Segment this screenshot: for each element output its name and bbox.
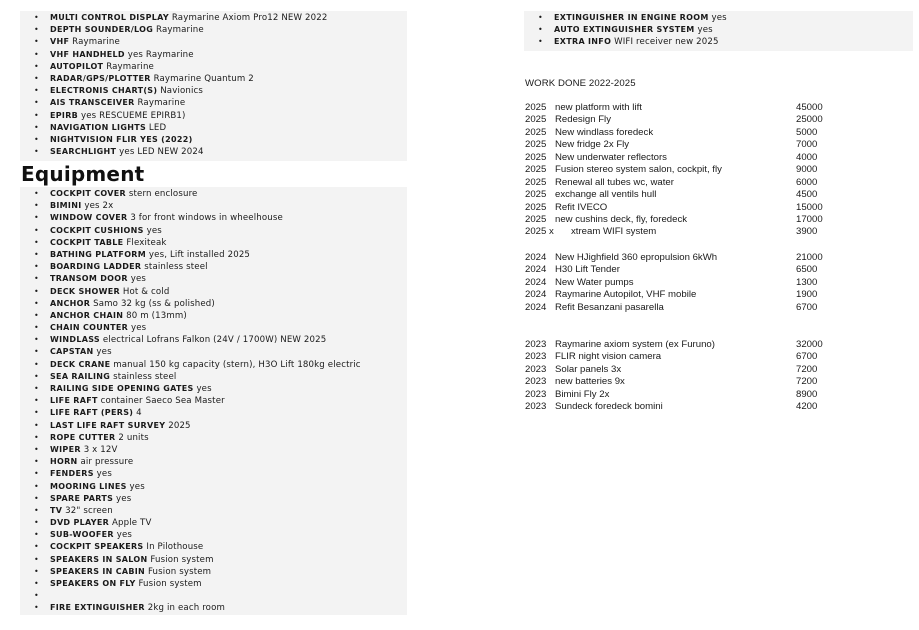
electronics-panel bbox=[20, 11, 407, 161]
item-value: 2 units bbox=[118, 432, 149, 443]
equipment-list bbox=[20, 188, 407, 615]
item-value: Navionics bbox=[160, 86, 204, 97]
work-description: Sundeck foredeck bomini bbox=[555, 401, 663, 413]
item-value: LED bbox=[148, 122, 167, 133]
work-year: 2025 bbox=[525, 189, 547, 201]
work-price: 1900 bbox=[796, 289, 818, 301]
item-value: yes bbox=[711, 13, 727, 23]
work-year: 2024 bbox=[525, 252, 547, 263]
item-label: NAVIGATION LIGHTS bbox=[50, 122, 147, 132]
work-price: 21000 bbox=[796, 252, 823, 263]
item-value: stern enclosure bbox=[128, 189, 198, 199]
work-year: 2025 bbox=[525, 102, 547, 113]
safety-list bbox=[524, 12, 913, 49]
work-price: 17000 bbox=[796, 213, 823, 225]
item-label: DEPTH SOUNDER/LOG bbox=[50, 25, 154, 35]
item-value: yes RESCUEME EPIRB1) bbox=[80, 110, 186, 121]
work-description: New underwater reflectors bbox=[555, 151, 667, 163]
item-value: Raymarine Axiom Pro12 NEW 2022 bbox=[171, 13, 328, 23]
work-row bbox=[525, 252, 905, 264]
item-label: CHAIN COUNTER bbox=[50, 323, 129, 333]
list-item bbox=[20, 371, 407, 383]
work-year: 2025 bbox=[525, 139, 547, 151]
item-label: AUTOPILOT bbox=[50, 61, 104, 71]
item-value: yes LED NEW 2024 bbox=[119, 147, 204, 158]
item-label: WINDLASS bbox=[50, 335, 100, 345]
work-price: 15000 bbox=[796, 201, 823, 213]
work-price: 5000 bbox=[796, 126, 818, 138]
work-row bbox=[525, 277, 905, 289]
list-item bbox=[20, 200, 407, 212]
work-year: 2024 bbox=[525, 276, 547, 288]
work-row bbox=[525, 302, 905, 314]
item-value: yes bbox=[697, 25, 713, 36]
work-year: 2024 bbox=[525, 264, 547, 276]
work-row bbox=[525, 264, 905, 276]
list-item bbox=[20, 554, 407, 566]
item-label: ANCHOR bbox=[50, 298, 91, 308]
work-description: FLIR night vision camera bbox=[555, 351, 662, 363]
work-price: 8900 bbox=[796, 388, 818, 400]
list-item bbox=[20, 407, 407, 419]
work-year: 2023 bbox=[525, 401, 547, 413]
item-value: Raymarine bbox=[137, 98, 186, 109]
item-label: SPEAKERS IN CABIN bbox=[50, 566, 146, 576]
work-description: Refit Besanzani pasarella bbox=[555, 301, 664, 313]
work-year: 2023 bbox=[525, 388, 547, 400]
work-year: 2025 bbox=[525, 114, 547, 126]
work-price: 6700 bbox=[796, 351, 818, 363]
item-label: LIFE RAFT bbox=[50, 396, 98, 406]
item-label: VHF HANDHELD bbox=[50, 49, 125, 59]
item-label: EPIRB bbox=[50, 110, 79, 120]
item-label: NIGHTVISION FLIR YES (2022) bbox=[50, 134, 193, 144]
list-item bbox=[20, 529, 407, 541]
work-price: 1300 bbox=[796, 276, 818, 288]
work-description: new cushins deck, fly, foredeck bbox=[555, 213, 688, 225]
item-value: container Saeco Sea Master bbox=[100, 396, 225, 407]
list-item bbox=[20, 566, 407, 578]
work-row bbox=[525, 164, 905, 176]
item-label: DECK CRANE bbox=[50, 359, 111, 369]
work-year: 2023 bbox=[525, 363, 547, 375]
work-price: 6500 bbox=[796, 264, 818, 276]
work-price: 4200 bbox=[796, 401, 818, 413]
work-row bbox=[525, 139, 905, 151]
list-item bbox=[20, 24, 407, 36]
list-item bbox=[20, 359, 407, 371]
item-value: Fusion system bbox=[150, 554, 214, 565]
work-done-2025-list bbox=[525, 102, 905, 239]
work-price: 32000 bbox=[796, 339, 823, 350]
item-label: DECK SHOWER bbox=[50, 286, 120, 296]
work-year: 2023 bbox=[525, 376, 547, 388]
list-item bbox=[20, 505, 407, 517]
work-year: 2025 bbox=[525, 126, 547, 138]
item-value: air pressure bbox=[80, 457, 134, 468]
item-value: yes bbox=[129, 481, 145, 492]
item-label: BATHING PLATFORM bbox=[50, 249, 147, 259]
item-label: MULTI CONTROL DISPLAY bbox=[50, 13, 169, 22]
list-item bbox=[20, 322, 407, 334]
list-item bbox=[20, 541, 407, 553]
item-value: stainless steel bbox=[113, 371, 177, 382]
list-item bbox=[20, 122, 407, 134]
work-done-2024-list bbox=[525, 252, 905, 314]
work-description: new platform with lift bbox=[555, 102, 642, 113]
item-value: Fusion system bbox=[147, 566, 212, 577]
work-description: New HJighfield 360 epropulsion 6kWh bbox=[555, 252, 718, 263]
work-row bbox=[525, 202, 905, 214]
item-label: BIMINI bbox=[50, 201, 82, 211]
list-item bbox=[20, 395, 407, 407]
list-item bbox=[20, 249, 407, 261]
item-value: Raymarine Quantum 2 bbox=[153, 73, 254, 84]
work-price: 4500 bbox=[796, 189, 818, 201]
item-value: 32" screen bbox=[65, 505, 113, 516]
list-item bbox=[524, 12, 913, 24]
work-row bbox=[525, 152, 905, 164]
list-item bbox=[20, 261, 407, 273]
list-item bbox=[20, 590, 407, 602]
list-item bbox=[20, 73, 407, 85]
equipment-panel bbox=[20, 187, 407, 615]
list-item bbox=[20, 346, 407, 358]
item-label: WIPER bbox=[50, 444, 81, 454]
list-item bbox=[20, 12, 407, 24]
list-item bbox=[20, 188, 407, 200]
work-price: 45000 bbox=[796, 102, 823, 113]
item-label: RADAR/GPS/PLOTTER bbox=[50, 73, 151, 83]
work-year: 2025 bbox=[525, 151, 547, 163]
work-description: Fusion stereo system salon, cockpit, fly bbox=[555, 164, 722, 176]
list-item bbox=[20, 493, 407, 505]
work-price: 6700 bbox=[796, 301, 818, 313]
work-price: 6000 bbox=[796, 176, 818, 188]
work-price: 4000 bbox=[796, 151, 818, 163]
work-year: 2025 bbox=[525, 201, 547, 213]
work-price: 7200 bbox=[796, 376, 818, 388]
work-description: Refit IVECO bbox=[555, 201, 608, 213]
item-label: BOARDING LADDER bbox=[50, 262, 142, 272]
list-item bbox=[20, 517, 407, 529]
item-value: Raymarine bbox=[72, 37, 120, 48]
item-value: Fusion system bbox=[138, 579, 202, 589]
list-item bbox=[20, 602, 407, 614]
item-value: yes bbox=[146, 225, 162, 236]
work-row bbox=[525, 389, 905, 401]
list-item bbox=[524, 36, 913, 48]
item-value: yes bbox=[116, 530, 133, 541]
work-year: 2025 bbox=[525, 176, 547, 188]
list-item bbox=[20, 273, 407, 285]
work-year: 2025 x bbox=[525, 226, 554, 238]
work-description: H30 Lift Tender bbox=[555, 264, 620, 276]
item-value: yes bbox=[196, 384, 212, 394]
work-row bbox=[525, 127, 905, 139]
list-item bbox=[20, 49, 407, 61]
list-item bbox=[20, 310, 407, 322]
item-label: AUTO EXTINGUISHER SYSTEM bbox=[554, 25, 695, 35]
item-label: LAST LIFE RAFT SURVEY bbox=[50, 420, 166, 430]
work-description: exchange all ventils hull bbox=[555, 189, 657, 201]
list-item bbox=[20, 212, 407, 224]
item-value: 3 for front windows in wheelhouse bbox=[130, 213, 283, 224]
work-description: Raymarine Autopilot, VHF mobile bbox=[555, 289, 697, 301]
item-label: COCKPIT CUSHIONS bbox=[50, 225, 144, 235]
item-label: AIS TRANSCEIVER bbox=[50, 98, 135, 108]
work-year: 2025 bbox=[525, 164, 547, 176]
work-description: New Water pumps bbox=[555, 276, 634, 288]
list-item bbox=[20, 420, 407, 432]
electronics-list bbox=[20, 12, 407, 158]
item-label: EXTINGUISHER IN ENGINE ROOM bbox=[554, 13, 709, 22]
item-value: yes bbox=[116, 493, 132, 504]
list-item bbox=[20, 298, 407, 310]
item-value: yes bbox=[96, 469, 112, 480]
item-label: COCKPIT TABLE bbox=[50, 237, 124, 247]
item-label: COCKPIT COVER bbox=[50, 189, 126, 198]
work-description: Redesign Fly bbox=[555, 114, 611, 126]
item-label: SUB-WOOFER bbox=[50, 530, 114, 540]
work-row bbox=[525, 226, 905, 238]
list-item bbox=[20, 383, 407, 395]
item-value: yes 2x bbox=[84, 201, 114, 212]
equipment-heading: Equipment bbox=[21, 162, 145, 186]
item-value: 3 x 12V bbox=[83, 444, 118, 455]
item-value: Hot & cold bbox=[122, 286, 170, 297]
item-value: Flexiteak bbox=[126, 237, 167, 248]
item-label: ELECTRONIS CHART(S) bbox=[50, 86, 158, 96]
work-row bbox=[525, 339, 905, 351]
item-label: WINDOW COVER bbox=[50, 213, 128, 223]
item-value: yes bbox=[130, 274, 147, 285]
item-value: yes bbox=[130, 323, 147, 334]
item-label: FIRE EXTINGUISHER bbox=[50, 603, 145, 613]
list-item bbox=[20, 578, 407, 590]
list-item bbox=[20, 432, 407, 444]
item-label: SEA RAILING bbox=[50, 371, 111, 381]
item-label: RAILING SIDE OPENING GATES bbox=[50, 384, 194, 393]
item-value: Apple TV bbox=[111, 518, 152, 529]
work-price: 7200 bbox=[796, 363, 818, 375]
work-row bbox=[525, 289, 905, 301]
list-item bbox=[20, 110, 407, 122]
item-value: yes bbox=[96, 347, 112, 358]
list-item bbox=[20, 225, 407, 237]
item-label: CAPSTAN bbox=[50, 347, 94, 357]
work-price: 25000 bbox=[796, 114, 823, 126]
work-price: 3900 bbox=[796, 226, 818, 238]
item-label: ANCHOR CHAIN bbox=[50, 310, 124, 320]
list-item bbox=[20, 134, 407, 146]
work-row bbox=[525, 351, 905, 363]
item-label: SEARCHLIGHT bbox=[50, 147, 117, 157]
work-description: Renewal all tubes wc, water bbox=[555, 176, 674, 188]
item-value: 2kg in each room bbox=[147, 603, 226, 614]
list-item bbox=[20, 468, 407, 480]
item-label: DVD PLAYER bbox=[50, 518, 110, 528]
item-label: ROPE CUTTER bbox=[50, 432, 116, 442]
list-item bbox=[20, 36, 407, 48]
item-value: WIFI receiver new 2025 bbox=[614, 37, 719, 48]
item-label: FENDERS bbox=[50, 469, 94, 479]
work-row bbox=[525, 376, 905, 388]
work-price: 7000 bbox=[796, 139, 818, 151]
item-value: In Pilothouse bbox=[146, 542, 204, 553]
list-item bbox=[20, 97, 407, 109]
list-item bbox=[20, 146, 407, 158]
work-description: Raymarine axiom system (ex Furuno) bbox=[555, 339, 715, 350]
safety-panel bbox=[524, 11, 913, 51]
item-value: electrical Lofrans Falkon (24V / 1700W) NEW 2025 bbox=[102, 335, 327, 346]
list-item bbox=[20, 286, 407, 298]
work-row bbox=[525, 177, 905, 189]
item-label: TRANSOM DOOR bbox=[50, 274, 128, 284]
list-item bbox=[20, 334, 407, 346]
list-item bbox=[524, 24, 913, 36]
item-label: VHF bbox=[50, 37, 70, 47]
list-item bbox=[20, 237, 407, 249]
list-item bbox=[20, 444, 407, 456]
item-value: 80 m (13mm) bbox=[126, 310, 187, 321]
work-year: 2024 bbox=[525, 301, 547, 313]
work-row bbox=[525, 401, 905, 413]
item-label: TV bbox=[50, 505, 63, 515]
work-description: Bimini Fly 2x bbox=[555, 388, 610, 400]
item-value: yes, Lift installed 2025 bbox=[148, 249, 251, 260]
item-label: COCKPIT SPEAKERS bbox=[50, 542, 144, 552]
item-label: EXTRA INFO bbox=[554, 37, 612, 47]
work-year: 2023 bbox=[525, 339, 547, 350]
work-year: 2025 bbox=[525, 213, 547, 225]
item-label: SPEAKERS ON FLY bbox=[50, 579, 136, 588]
item-label: SPARE PARTS bbox=[50, 493, 114, 503]
work-description: xtream WIFI system bbox=[555, 226, 657, 238]
item-value: stainless steel bbox=[144, 262, 208, 273]
work-row bbox=[525, 114, 905, 126]
item-value: 4 bbox=[136, 408, 142, 419]
work-description: New fridge 2x Fly bbox=[555, 139, 630, 151]
list-item bbox=[20, 456, 407, 468]
work-description: new batteries 9x bbox=[555, 376, 625, 388]
work-row bbox=[525, 102, 905, 114]
item-value: Raymarine bbox=[106, 61, 154, 72]
work-row bbox=[525, 364, 905, 376]
work-description: New windlass foredeck bbox=[555, 126, 654, 138]
work-year: 2024 bbox=[525, 289, 547, 301]
item-label: SPEAKERS IN SALON bbox=[50, 554, 148, 564]
list-item bbox=[20, 481, 407, 493]
item-label: HORN bbox=[50, 457, 78, 467]
item-value: yes Raymarine bbox=[127, 49, 194, 60]
work-price: 9000 bbox=[796, 164, 818, 176]
list-item bbox=[20, 85, 407, 97]
work-description: Solar panels 3x bbox=[555, 363, 622, 375]
work-row bbox=[525, 214, 905, 226]
item-value: Raymarine bbox=[156, 25, 204, 36]
work-done-2023-list bbox=[525, 339, 905, 414]
work-year: 2023 bbox=[525, 351, 547, 363]
item-value: 2025 bbox=[168, 420, 191, 431]
item-label: LIFE RAFT (PERS) bbox=[50, 408, 134, 418]
item-label: MOORING LINES bbox=[50, 481, 127, 491]
work-done-title: WORK DONE 2022-2025 bbox=[525, 78, 636, 89]
work-row bbox=[525, 189, 905, 201]
list-item bbox=[20, 61, 407, 73]
item-value: manual 150 kg capacity (stern), H3O Lift 180kg electric bbox=[113, 359, 361, 370]
item-value: Samo 32 kg (ss & polished) bbox=[93, 298, 215, 309]
